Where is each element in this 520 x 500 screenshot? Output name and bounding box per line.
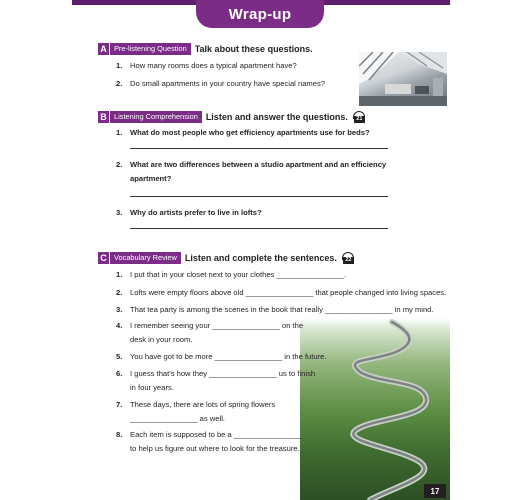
item-number: 4. (116, 321, 123, 330)
item-text: You have got to be more ________________ in the future. (130, 352, 327, 361)
item-number: 1. (116, 270, 123, 279)
answer-line[interactable] (130, 228, 388, 229)
item-number: 2. (116, 79, 123, 88)
apartment-photo (359, 52, 447, 106)
item-text: Lofts were empty floors above old ________________ that people changed into living spaces. (130, 288, 447, 297)
section-letter: C (98, 252, 109, 264)
section-instruction: Listen and answer the questions. (205, 111, 348, 122)
section-c-header (98, 251, 356, 264)
item-text: These days, there are lots of spring flowers (130, 400, 276, 409)
item-text: apartment? (130, 174, 172, 183)
item-number: 2. (116, 160, 123, 169)
item-text: That tea party is among the scenes in the book that really ________________ in my mind. (130, 305, 434, 314)
section-letter: A (98, 43, 109, 55)
item-number: 3. (116, 305, 123, 314)
item-number: 6. (116, 369, 123, 378)
item-text: I guess that's how they ________________ us to finish (130, 369, 316, 378)
item-text: Why do artists prefer to live in lofts? (130, 208, 262, 217)
item-text: to help us figure out where to look for the treasure. (130, 444, 300, 453)
section-instruction: Listen and complete the sentences. (184, 252, 337, 263)
item-number: 8. (116, 430, 123, 439)
section-tag: Listening Comprehension (110, 111, 202, 123)
item-number: 3. (116, 208, 123, 217)
winding-road-photo (300, 318, 450, 500)
item-text: Each item is supposed to be a ________________ (130, 430, 302, 439)
section-b-header (98, 110, 367, 123)
section-instruction: Talk about these questions. (194, 43, 313, 54)
item-text: What are two differences between a studio apartment and an efficiency (130, 160, 387, 169)
item-text: desk in your room. (130, 335, 193, 344)
track-number: 22 (343, 257, 354, 264)
section-tag: Vocabulary Review (110, 252, 181, 264)
section-tag: Pre-listening Question (110, 43, 191, 55)
item-number: 2. (116, 288, 123, 297)
answer-line[interactable] (130, 196, 388, 197)
page-number: 17 (424, 484, 446, 498)
section-letter: B (98, 111, 109, 123)
item-number: 5. (116, 352, 123, 361)
item-text: in four years. (130, 383, 174, 392)
item-number: 1. (116, 128, 123, 137)
item-text: Do small apartments in your country have special names? (130, 79, 325, 88)
answer-line[interactable] (130, 148, 388, 149)
item-text: I remember seeing your ________________ on the (130, 321, 304, 330)
track-number: 21 (354, 116, 365, 123)
item-text: I put that in your closet next to your clothes ________________. (130, 270, 347, 279)
page-title: Wrap-up (196, 0, 324, 28)
item-text: ________________ as well. (130, 414, 226, 423)
section-a-header (98, 42, 313, 55)
headphones-icon[interactable] (353, 111, 367, 123)
item-number: 1. (116, 61, 123, 70)
headphones-icon[interactable] (342, 252, 356, 264)
item-number: 7. (116, 400, 123, 409)
item-text: What do most people who get efficiency apartments use for beds? (130, 128, 370, 137)
item-text: How many rooms does a typical apartment have? (130, 61, 297, 70)
